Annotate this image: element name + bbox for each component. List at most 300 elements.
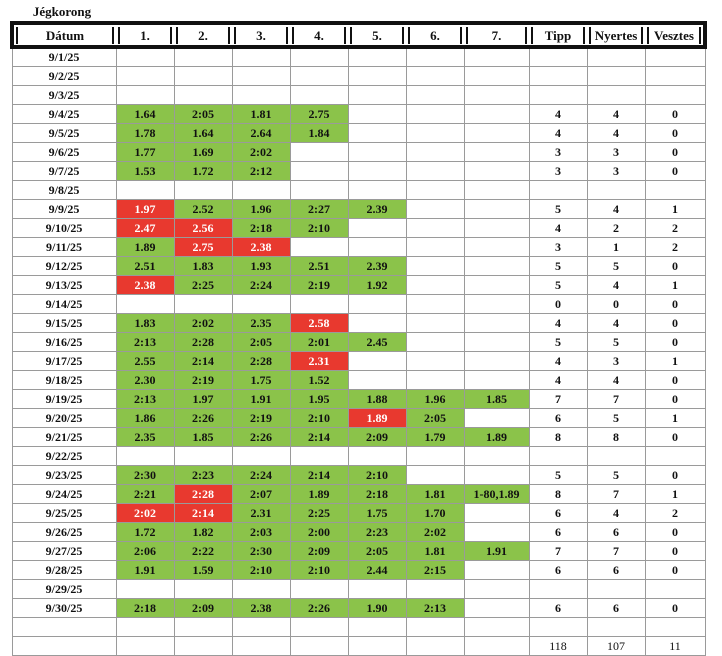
odds-cell[interactable]: 2:19 — [232, 408, 290, 427]
date-cell[interactable]: 9/28/25 — [12, 560, 116, 579]
empty-cell[interactable] — [464, 636, 529, 655]
odds-cell[interactable]: 1.95 — [290, 389, 348, 408]
nyertes-cell[interactable]: 3 — [587, 351, 645, 370]
odds-cell[interactable]: 1.92 — [348, 275, 406, 294]
odds-cell-empty[interactable] — [348, 294, 406, 313]
vesztes-cell[interactable]: 0 — [645, 598, 705, 617]
odds-cell[interactable]: 1.85 — [174, 427, 232, 446]
nyertes-cell[interactable]: 0 — [587, 294, 645, 313]
odds-cell[interactable]: 1.96 — [406, 389, 464, 408]
nyertes-cell[interactable] — [587, 446, 645, 465]
date-cell[interactable]: 9/19/25 — [12, 389, 116, 408]
odds-cell[interactable]: 2.51 — [290, 256, 348, 275]
odds-cell-empty[interactable] — [406, 66, 464, 85]
odds-cell-empty[interactable] — [406, 142, 464, 161]
tipp-cell[interactable]: 7 — [529, 389, 587, 408]
nyertes-cell[interactable] — [587, 579, 645, 598]
nyertes-cell[interactable]: 7 — [587, 389, 645, 408]
odds-cell-empty[interactable] — [116, 446, 174, 465]
odds-cell[interactable]: 2.38 — [116, 275, 174, 294]
odds-cell[interactable]: 2:02 — [406, 522, 464, 541]
odds-cell[interactable]: 2:28 — [232, 351, 290, 370]
odds-cell[interactable]: 1.89 — [464, 427, 529, 446]
tipp-cell[interactable]: 6 — [529, 522, 587, 541]
odds-cell-empty[interactable] — [290, 85, 348, 104]
empty-cell[interactable] — [12, 636, 116, 655]
tipp-cell[interactable] — [529, 180, 587, 199]
odds-cell[interactable]: 2.75 — [174, 237, 232, 256]
odds-cell-empty[interactable] — [348, 85, 406, 104]
vesztes-cell[interactable]: 0 — [645, 332, 705, 351]
tipp-cell[interactable]: 6 — [529, 408, 587, 427]
empty-cell[interactable] — [464, 617, 529, 636]
date-cell[interactable]: 9/23/25 — [12, 465, 116, 484]
date-cell[interactable]: 9/2/25 — [12, 66, 116, 85]
header-cell-2[interactable]: 2. — [174, 23, 232, 47]
odds-cell[interactable]: 2:00 — [290, 522, 348, 541]
odds-cell-empty[interactable] — [232, 446, 290, 465]
odds-cell[interactable]: 2:09 — [290, 541, 348, 560]
odds-cell-empty[interactable] — [232, 180, 290, 199]
vesztes-cell[interactable]: 2 — [645, 503, 705, 522]
odds-cell-empty[interactable] — [116, 47, 174, 66]
odds-cell-empty[interactable] — [116, 85, 174, 104]
odds-cell[interactable]: 2.38 — [232, 598, 290, 617]
odds-cell[interactable]: 2.55 — [116, 351, 174, 370]
odds-cell[interactable]: 1.91 — [116, 560, 174, 579]
odds-cell[interactable]: 2:14 — [174, 351, 232, 370]
odds-cell[interactable]: 2:28 — [174, 332, 232, 351]
odds-cell[interactable]: 2.39 — [348, 256, 406, 275]
odds-cell[interactable]: 2:27 — [290, 199, 348, 218]
nyertes-cell[interactable] — [587, 180, 645, 199]
odds-cell[interactable]: 2:21 — [116, 484, 174, 503]
odds-cell-empty[interactable] — [116, 579, 174, 598]
odds-cell[interactable]: 1.52 — [290, 370, 348, 389]
vesztes-cell[interactable] — [645, 66, 705, 85]
odds-cell-empty[interactable] — [232, 47, 290, 66]
odds-cell[interactable]: 1.64 — [174, 123, 232, 142]
tipp-cell[interactable] — [529, 66, 587, 85]
odds-cell[interactable]: 1.91 — [232, 389, 290, 408]
vesztes-cell[interactable]: 0 — [645, 256, 705, 275]
empty-cell[interactable] — [290, 617, 348, 636]
odds-cell-empty[interactable] — [290, 237, 348, 256]
odds-cell-empty[interactable] — [464, 123, 529, 142]
odds-cell[interactable]: 2:14 — [290, 465, 348, 484]
odds-cell-empty[interactable] — [406, 256, 464, 275]
odds-cell-empty[interactable] — [464, 161, 529, 180]
odds-cell[interactable]: 2.35 — [116, 427, 174, 446]
odds-cell[interactable]: 2:26 — [174, 408, 232, 427]
nyertes-cell[interactable]: 7 — [587, 541, 645, 560]
odds-cell-empty[interactable] — [406, 47, 464, 66]
nyertes-cell[interactable]: 4 — [587, 370, 645, 389]
odds-cell-empty[interactable] — [406, 351, 464, 370]
tipp-cell[interactable]: 8 — [529, 484, 587, 503]
tipp-cell[interactable] — [529, 85, 587, 104]
nyertes-cell[interactable]: 5 — [587, 408, 645, 427]
tipp-cell[interactable]: 5 — [529, 199, 587, 218]
odds-cell[interactable]: 2:06 — [116, 541, 174, 560]
tipp-cell[interactable]: 7 — [529, 541, 587, 560]
tipp-cell[interactable]: 5 — [529, 465, 587, 484]
odds-cell[interactable]: 2.58 — [290, 313, 348, 332]
odds-cell[interactable]: 2:19 — [290, 275, 348, 294]
odds-cell-empty[interactable] — [348, 142, 406, 161]
odds-cell[interactable]: 2:03 — [232, 522, 290, 541]
odds-cell-empty[interactable] — [348, 104, 406, 123]
empty-cell[interactable] — [116, 636, 174, 655]
odds-cell-empty[interactable] — [406, 370, 464, 389]
odds-cell[interactable]: 2.47 — [116, 218, 174, 237]
date-cell[interactable]: 9/11/25 — [12, 237, 116, 256]
odds-cell[interactable]: 1.88 — [348, 389, 406, 408]
date-cell[interactable]: 9/17/25 — [12, 351, 116, 370]
odds-cell-empty[interactable] — [232, 294, 290, 313]
odds-cell-empty[interactable] — [464, 351, 529, 370]
tipp-cell[interactable]: 5 — [529, 275, 587, 294]
odds-cell-empty[interactable] — [464, 47, 529, 66]
odds-cell[interactable]: 1.75 — [348, 503, 406, 522]
nyertes-cell[interactable]: 2 — [587, 218, 645, 237]
vesztes-cell[interactable]: 0 — [645, 560, 705, 579]
vesztes-cell[interactable]: 1 — [645, 351, 705, 370]
odds-cell-empty[interactable] — [348, 313, 406, 332]
odds-cell-empty[interactable] — [464, 370, 529, 389]
odds-cell[interactable]: 1.91 — [464, 541, 529, 560]
tipp-cell[interactable]: 4 — [529, 370, 587, 389]
vesztes-cell[interactable]: 2 — [645, 218, 705, 237]
odds-cell-empty[interactable] — [464, 598, 529, 617]
header-cell-vesztes[interactable]: Vesztes — [645, 23, 705, 47]
vesztes-cell[interactable]: 0 — [645, 313, 705, 332]
nyertes-cell[interactable]: 4 — [587, 123, 645, 142]
date-cell[interactable]: 9/27/25 — [12, 541, 116, 560]
empty-cell[interactable] — [232, 636, 290, 655]
tipp-cell[interactable]: 0 — [529, 294, 587, 313]
odds-cell[interactable]: 2.75 — [290, 104, 348, 123]
vesztes-cell[interactable]: 1 — [645, 275, 705, 294]
tipp-cell[interactable]: 4 — [529, 218, 587, 237]
odds-cell-empty[interactable] — [464, 85, 529, 104]
nyertes-cell[interactable]: 5 — [587, 465, 645, 484]
nyertes-cell[interactable] — [587, 85, 645, 104]
odds-cell[interactable]: 2:23 — [348, 522, 406, 541]
odds-cell-empty[interactable] — [464, 332, 529, 351]
odds-cell[interactable]: 1.83 — [174, 256, 232, 275]
vesztes-cell[interactable]: 0 — [645, 465, 705, 484]
date-cell[interactable]: 9/20/25 — [12, 408, 116, 427]
nyertes-cell[interactable] — [587, 47, 645, 66]
odds-cell[interactable]: 1.70 — [406, 503, 464, 522]
nyertes-cell[interactable]: 4 — [587, 503, 645, 522]
vesztes-cell[interactable]: 0 — [645, 161, 705, 180]
date-cell[interactable]: 9/1/25 — [12, 47, 116, 66]
odds-cell[interactable]: 1.72 — [116, 522, 174, 541]
odds-cell-empty[interactable] — [464, 256, 529, 275]
odds-cell-empty[interactable] — [232, 85, 290, 104]
odds-cell[interactable]: 1.69 — [174, 142, 232, 161]
odds-cell-empty[interactable] — [464, 465, 529, 484]
odds-cell-empty[interactable] — [348, 180, 406, 199]
odds-cell[interactable]: 2:05 — [174, 104, 232, 123]
odds-cell[interactable]: 2:05 — [348, 541, 406, 560]
vesztes-cell[interactable]: 1 — [645, 199, 705, 218]
date-cell[interactable]: 9/18/25 — [12, 370, 116, 389]
odds-cell[interactable]: 2:15 — [406, 560, 464, 579]
odds-cell-empty[interactable] — [174, 579, 232, 598]
odds-cell-empty[interactable] — [406, 199, 464, 218]
odds-cell[interactable]: 1.64 — [116, 104, 174, 123]
odds-cell-empty[interactable] — [290, 180, 348, 199]
date-cell[interactable]: 9/12/25 — [12, 256, 116, 275]
vesztes-cell[interactable] — [645, 47, 705, 66]
odds-cell-empty[interactable] — [348, 237, 406, 256]
vesztes-cell[interactable] — [645, 180, 705, 199]
sheet-title[interactable]: Jégkorong — [32, 3, 92, 19]
nyertes-cell[interactable]: 7 — [587, 484, 645, 503]
nyertes-cell[interactable] — [587, 66, 645, 85]
odds-cell[interactable]: 2.51 — [116, 256, 174, 275]
tipp-cell[interactable]: 8 — [529, 427, 587, 446]
odds-cell-empty[interactable] — [406, 237, 464, 256]
odds-cell-empty[interactable] — [348, 161, 406, 180]
odds-cell-empty[interactable] — [290, 579, 348, 598]
odds-cell[interactable]: 2:26 — [290, 598, 348, 617]
odds-cell-empty[interactable] — [116, 180, 174, 199]
odds-cell-empty[interactable] — [464, 560, 529, 579]
empty-cell[interactable] — [406, 636, 464, 655]
odds-cell-empty[interactable] — [290, 446, 348, 465]
odds-cell[interactable]: 2:02 — [174, 313, 232, 332]
empty-cell[interactable] — [290, 636, 348, 655]
empty-cell[interactable] — [406, 617, 464, 636]
tipp-cell[interactable]: 3 — [529, 142, 587, 161]
vesztes-cell[interactable]: 0 — [645, 522, 705, 541]
odds-cell-empty[interactable] — [348, 351, 406, 370]
date-cell[interactable]: 9/26/25 — [12, 522, 116, 541]
odds-cell-empty[interactable] — [290, 47, 348, 66]
date-cell[interactable]: 9/4/25 — [12, 104, 116, 123]
odds-cell[interactable]: 1.84 — [290, 123, 348, 142]
header-cell-tipp[interactable]: Tipp — [529, 23, 587, 47]
odds-cell[interactable]: 1.83 — [116, 313, 174, 332]
tipp-cell[interactable]: 6 — [529, 503, 587, 522]
odds-cell-empty[interactable] — [406, 85, 464, 104]
nyertes-cell[interactable]: 8 — [587, 427, 645, 446]
tipp-cell[interactable]: 4 — [529, 123, 587, 142]
empty-cell[interactable] — [645, 617, 705, 636]
odds-cell[interactable]: 2:22 — [174, 541, 232, 560]
empty-cell[interactable] — [174, 617, 232, 636]
empty-cell[interactable] — [174, 636, 232, 655]
odds-cell-empty[interactable] — [174, 180, 232, 199]
header-cell-1[interactable]: 1. — [116, 23, 174, 47]
vesztes-cell[interactable] — [645, 579, 705, 598]
odds-cell-empty[interactable] — [464, 579, 529, 598]
odds-cell-empty[interactable] — [290, 294, 348, 313]
nyertes-cell[interactable]: 4 — [587, 275, 645, 294]
odds-cell-empty[interactable] — [464, 313, 529, 332]
total-vesztes[interactable]: 11 — [645, 636, 705, 655]
odds-cell-empty[interactable] — [174, 446, 232, 465]
odds-cell[interactable]: 1.97 — [174, 389, 232, 408]
odds-cell-empty[interactable] — [406, 218, 464, 237]
odds-cell[interactable]: 2:30 — [232, 541, 290, 560]
odds-cell-empty[interactable] — [464, 503, 529, 522]
odds-cell[interactable]: 2:18 — [116, 598, 174, 617]
odds-cell[interactable]: 1.89 — [116, 237, 174, 256]
odds-cell-empty[interactable] — [406, 104, 464, 123]
odds-cell[interactable]: 2:10 — [290, 408, 348, 427]
empty-cell[interactable] — [587, 617, 645, 636]
odds-cell-empty[interactable] — [348, 66, 406, 85]
odds-cell-empty[interactable] — [116, 294, 174, 313]
vesztes-cell[interactable]: 0 — [645, 123, 705, 142]
odds-cell-empty[interactable] — [406, 275, 464, 294]
empty-cell[interactable] — [116, 617, 174, 636]
odds-cell[interactable]: 1.75 — [232, 370, 290, 389]
date-cell[interactable]: 9/21/25 — [12, 427, 116, 446]
odds-cell-empty[interactable] — [464, 142, 529, 161]
odds-cell[interactable]: 2.38 — [232, 237, 290, 256]
odds-cell-empty[interactable] — [348, 579, 406, 598]
date-cell[interactable]: 9/29/25 — [12, 579, 116, 598]
total-tipp[interactable]: 118 — [529, 636, 587, 655]
nyertes-cell[interactable]: 4 — [587, 313, 645, 332]
vesztes-cell[interactable] — [645, 446, 705, 465]
odds-cell[interactable]: 2:01 — [290, 332, 348, 351]
date-cell[interactable]: 9/13/25 — [12, 275, 116, 294]
nyertes-cell[interactable]: 6 — [587, 522, 645, 541]
odds-cell[interactable]: 2:13 — [116, 389, 174, 408]
vesztes-cell[interactable]: 0 — [645, 427, 705, 446]
tipp-cell[interactable]: 6 — [529, 560, 587, 579]
odds-cell[interactable]: 2:09 — [174, 598, 232, 617]
odds-cell-empty[interactable] — [232, 66, 290, 85]
odds-cell[interactable]: 2.45 — [348, 332, 406, 351]
odds-cell[interactable]: 2.31 — [290, 351, 348, 370]
odds-cell[interactable]: 2:14 — [174, 503, 232, 522]
date-cell[interactable]: 9/14/25 — [12, 294, 116, 313]
vesztes-cell[interactable]: 0 — [645, 370, 705, 389]
odds-cell-empty[interactable] — [290, 161, 348, 180]
odds-cell-empty[interactable] — [406, 465, 464, 484]
tipp-cell[interactable]: 4 — [529, 351, 587, 370]
odds-cell-empty[interactable] — [464, 104, 529, 123]
date-cell[interactable]: 9/22/25 — [12, 446, 116, 465]
total-nyertes[interactable]: 107 — [587, 636, 645, 655]
odds-cell[interactable]: 2:02 — [116, 503, 174, 522]
odds-cell[interactable]: 2:30 — [116, 465, 174, 484]
odds-cell[interactable]: 2:10 — [290, 560, 348, 579]
odds-cell-empty[interactable] — [174, 47, 232, 66]
odds-cell[interactable]: 2:10 — [348, 465, 406, 484]
nyertes-cell[interactable]: 5 — [587, 332, 645, 351]
empty-cell[interactable] — [348, 617, 406, 636]
odds-cell[interactable]: 2.39 — [348, 199, 406, 218]
nyertes-cell[interactable]: 4 — [587, 104, 645, 123]
odds-cell-empty[interactable] — [348, 446, 406, 465]
nyertes-cell[interactable]: 3 — [587, 142, 645, 161]
odds-cell[interactable]: 2:12 — [232, 161, 290, 180]
vesztes-cell[interactable]: 0 — [645, 389, 705, 408]
odds-cell-empty[interactable] — [348, 218, 406, 237]
header-cell-5[interactable]: 5. — [348, 23, 406, 47]
odds-cell-empty[interactable] — [406, 294, 464, 313]
odds-cell[interactable]: 2.56 — [174, 218, 232, 237]
odds-cell[interactable]: 2:19 — [174, 370, 232, 389]
odds-cell[interactable]: 1.81 — [406, 541, 464, 560]
odds-cell[interactable]: 2:13 — [116, 332, 174, 351]
tipp-cell[interactable] — [529, 446, 587, 465]
odds-cell-empty[interactable] — [464, 180, 529, 199]
tipp-cell[interactable]: 3 — [529, 237, 587, 256]
odds-cell[interactable]: 2:18 — [232, 218, 290, 237]
empty-cell[interactable] — [529, 617, 587, 636]
header-cell-nyertes[interactable]: Nyertes — [587, 23, 645, 47]
vesztes-cell[interactable]: 0 — [645, 541, 705, 560]
date-cell[interactable]: 9/10/25 — [12, 218, 116, 237]
date-cell[interactable]: 9/9/25 — [12, 199, 116, 218]
odds-cell[interactable]: 1.82 — [174, 522, 232, 541]
tipp-cell[interactable]: 5 — [529, 332, 587, 351]
odds-cell-empty[interactable] — [406, 161, 464, 180]
odds-cell-empty[interactable] — [464, 294, 529, 313]
nyertes-cell[interactable]: 6 — [587, 560, 645, 579]
nyertes-cell[interactable]: 5 — [587, 256, 645, 275]
vesztes-cell[interactable]: 0 — [645, 142, 705, 161]
odds-cell-empty[interactable] — [464, 218, 529, 237]
odds-cell-empty[interactable] — [406, 446, 464, 465]
odds-cell[interactable]: 1.78 — [116, 123, 174, 142]
odds-cell-empty[interactable] — [348, 370, 406, 389]
odds-cell-empty[interactable] — [406, 123, 464, 142]
empty-cell[interactable] — [348, 636, 406, 655]
tipp-cell[interactable] — [529, 579, 587, 598]
odds-cell-empty[interactable] — [348, 47, 406, 66]
odds-cell[interactable]: 1.96 — [232, 199, 290, 218]
date-cell[interactable]: 9/16/25 — [12, 332, 116, 351]
odds-cell[interactable]: 1.89 — [290, 484, 348, 503]
odds-cell[interactable]: 2:24 — [232, 465, 290, 484]
odds-cell-empty[interactable] — [174, 66, 232, 85]
date-cell[interactable]: 9/3/25 — [12, 85, 116, 104]
odds-cell-empty[interactable] — [464, 199, 529, 218]
date-cell[interactable]: 9/25/25 — [12, 503, 116, 522]
odds-cell-empty[interactable] — [174, 85, 232, 104]
date-cell[interactable]: 9/8/25 — [12, 180, 116, 199]
odds-cell-empty[interactable] — [464, 66, 529, 85]
date-cell[interactable]: 9/7/25 — [12, 161, 116, 180]
odds-cell-empty[interactable] — [116, 66, 174, 85]
tipp-cell[interactable] — [529, 47, 587, 66]
odds-cell-empty[interactable] — [464, 237, 529, 256]
odds-cell[interactable]: 2:10 — [290, 218, 348, 237]
odds-cell-empty[interactable] — [174, 294, 232, 313]
odds-cell[interactable]: 1.86 — [116, 408, 174, 427]
odds-cell-empty[interactable] — [406, 180, 464, 199]
nyertes-cell[interactable]: 4 — [587, 199, 645, 218]
odds-cell[interactable]: 2:14 — [290, 427, 348, 446]
tipp-cell[interactable]: 3 — [529, 161, 587, 180]
odds-cell[interactable]: 2:25 — [290, 503, 348, 522]
odds-cell[interactable]: 2:23 — [174, 465, 232, 484]
odds-cell[interactable]: 2.64 — [232, 123, 290, 142]
nyertes-cell[interactable]: 1 — [587, 237, 645, 256]
date-cell[interactable]: 9/15/25 — [12, 313, 116, 332]
